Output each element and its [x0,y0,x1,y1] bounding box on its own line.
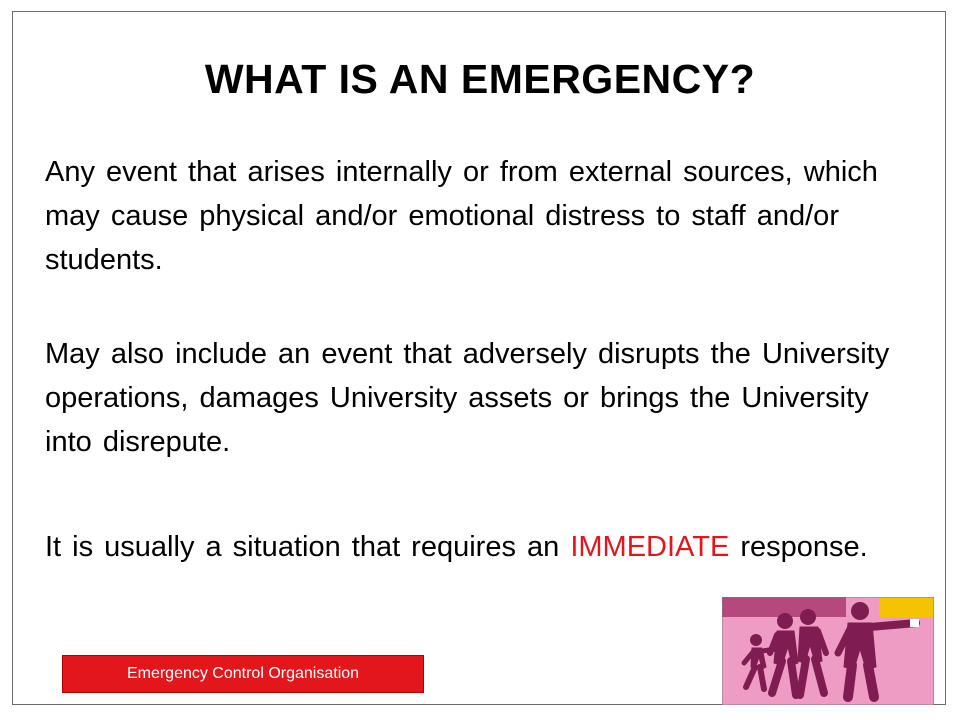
slide-title: WHAT IS AN EMERGENCY? [204,56,756,102]
immediate-highlight: IMMEDIATE [570,531,730,563]
organisation-badge: Emergency Control Organisation [62,655,424,693]
urgency-text-end: response. [729,531,868,563]
evacuation-figures-icon [722,597,934,705]
urgency-text-start: It is usually a situation that requires an [45,531,571,563]
urgency-paragraph [45,525,905,569]
scope-paragraph: May also include an event that adversely disrupts the University operations, damages University assets or brings the University into disrepute. [45,338,890,458]
evacuation-logo [722,597,934,705]
definition-paragraph: Any event that arises internally or from external sources, which may cause physical and/or emotional distress to staff and/or students. [45,156,878,276]
